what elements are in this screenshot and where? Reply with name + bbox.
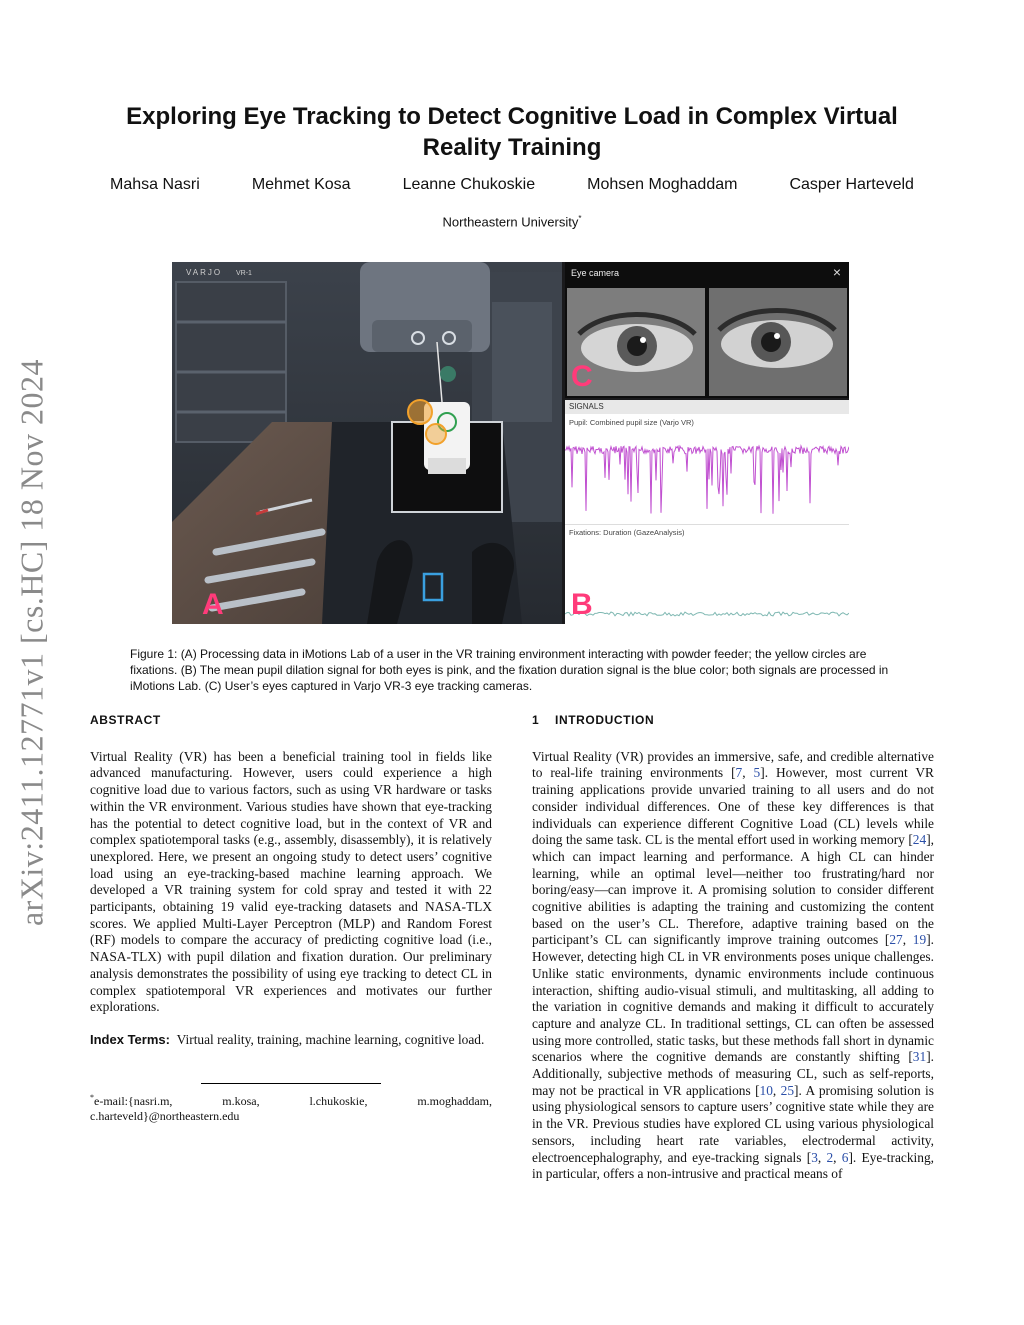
abstract-text: Virtual Reality (VR) has been a beneficial training tool in fields like advanced manufacturing. However, users could experience a high cognitive load due to various factors, such as using VR hardware or tasks within the VR environment. Various studies have shown that eye-tracking has the potential to detect cognitive load, but in the context of VR and complex spatiotemporal tasks (e.g., assembly, disassembly), it is relatively unexplored. Here, we present an ongoing study to detect users’ cognitive load using an eye-tracking-based machine learning approach. We developed a VR training system for cold spray and tested it with 22 participants, obtaining 19 valid eye-tracking datasets and NASA-TLX scores. We applied Multi-Layer Perceptron (MLP) and Random Forest (RF) models to compare the accuracy of predicting cognitive load (i.e., NASA-TLX) with pupil dilation and fixation duration. Our preliminary analysis demonstrates the possibility of using eye tracking to detect CL in complex spatiotemporal VR experiences and motivates our further explorations. [90, 748, 492, 1015]
footnote-mark: * [90, 1092, 94, 1102]
figure-caption: Figure 1: (A) Processing data in iMotions Lab of a user in the VR training environment interacting with powder feeder; the yellow circles are fixations. (B) The mean pupil dilation signal for both eyes is pink, and the fixation duration signal is the blue color; both signals are processed in iMotions Lab. (C) User’s eyes captured in Varjo VR-3 eye tracking cameras. [130, 647, 889, 693]
citation-link[interactable]: 19 [912, 932, 927, 948]
right-column [532, 712, 934, 1183]
varjo-logo: VARJO [186, 268, 223, 277]
figure-label-a: A [202, 588, 224, 621]
citation-link[interactable]: 25 [780, 1082, 795, 1098]
figure-1 [172, 262, 849, 624]
abstract-heading: ABSTRACT [90, 713, 161, 727]
author-list [110, 176, 914, 194]
varjo-model: VR-1 [236, 270, 252, 277]
citation-link[interactable]: 3 [811, 1149, 818, 1165]
index-terms-text: Virtual reality, training, machine learning, cognitive load. [176, 1031, 485, 1047]
affiliation-mark: * [578, 214, 582, 223]
citation-link[interactable]: 10 [759, 1082, 773, 1098]
fixation-signal-plot [565, 596, 849, 624]
footnote [90, 1090, 492, 1124]
title-line-2: Reality Training [422, 134, 602, 161]
fixation-signal-line [565, 612, 849, 616]
author-name: Mohsen Moghaddam [587, 176, 738, 193]
citation-link[interactable]: 6 [841, 1149, 849, 1165]
signals-header: SIGNALS [565, 400, 849, 414]
left-column [90, 712, 492, 1124]
author-name: Casper Harteveld [789, 176, 914, 193]
vr-scene-illustration [172, 262, 562, 624]
eye-images [565, 286, 849, 398]
author-name: Mahsa Nasri [110, 176, 200, 193]
footnote-text: e-mail:{nasri.m, m.kosa, l.chukoskie, m.moghaddam, c.harteveld}@northeastern.edu [90, 1093, 492, 1123]
section-number: 1 [532, 713, 540, 727]
signals-panel [565, 400, 849, 624]
introduction-heading [532, 712, 934, 729]
eye-camera-title: Eye camera [571, 268, 620, 278]
paper-title [110, 101, 914, 163]
citation-link[interactable]: 31 [912, 1049, 927, 1065]
eye-camera-panel [565, 262, 849, 398]
section-title: INTRODUCTION [555, 713, 655, 727]
figure-label-b: B [571, 588, 593, 621]
pupil-signal-label: Pupil: Combined pupil size (Varjo VR) [569, 418, 694, 427]
title-line-1: Exploring Eye Tracking to Detect Cognitive Load in Complex Virtual [126, 103, 898, 130]
arxiv-identifier: arXiv:2411.12771v1 [cs.HC] 18 Nov 2024 [13, 358, 50, 927]
close-icon[interactable]: × [832, 264, 841, 280]
citation-link[interactable]: 24 [912, 832, 927, 848]
affiliation [110, 214, 914, 229]
figure-label-c: C [571, 360, 593, 393]
index-terms [90, 1032, 492, 1049]
citation-link[interactable]: 27 [889, 932, 903, 948]
citation-link[interactable]: 7 [735, 765, 743, 781]
affiliation-name: Northeastern University [442, 214, 579, 230]
fixation-signal-label: Fixations: Duration (GazeAnalysis) [569, 528, 685, 537]
footnote-divider [201, 1083, 381, 1084]
author-name: Leanne Chukoskie [402, 176, 536, 193]
vr-scene-panel [172, 262, 562, 624]
author-name: Mehmet Kosa [251, 176, 351, 193]
index-terms-label: Index Terms: [90, 1031, 170, 1047]
citation-link[interactable]: 2 [826, 1149, 834, 1165]
pupil-signal-line [565, 446, 849, 514]
citation-link[interactable]: 5 [753, 765, 761, 781]
pupil-signal-plot [565, 430, 849, 522]
introduction-paragraph: Virtual Reality (VR) provides an immersive, safe, and credible alternative to real-life training environments [7, 5]. However, most current VR training applications provide unvaried training to all users and do not consider individual differences. One of these key differences is that individuals can experience different Cognitive Load (CL) levels while doing the same task. CL is the mental effort used in working memory [24], which can impact learning and performance. A high CL can hinder learning, while an optimal level—neither too frustrating/hard nor boring/easy—can improve it. A promising solution to consider different cognitive abilities is adapting the training and customizing the content based on the user’s CL. Therefore, adaptive training based on the participant’s CL can significantly improve training outcomes [27, 19]. However, detecting high CL in VR environments poses unique challenges. Unlike static environments, dynamic environments include continuous interaction, shifting audio-visual stimuli, and multitasking, all adding to the variation in cognitive demands and making it difficult to accurately capture and analyze CL. In traditional settings, CL can often be assessed using more controlled, static tasks, but these methods fall short in dynamic scenarios where the cognitive demands are constantly shifting [31]. Additionally, subjective methods of measuring CL, such as self-reports, may not be practical in VR applications [10, 25]. A promising solution is using physiological sensors to capture users’ cognitive state while they are in the VR. Previous studies have explored CL using various physiological sensors, including heart rate variables, electrodermal activity, electroencephalography, and eye-tracking signals [3, 2, 6]. Eye-tracking, in particular, offers a non-intrusive and practical means of [532, 748, 934, 1182]
